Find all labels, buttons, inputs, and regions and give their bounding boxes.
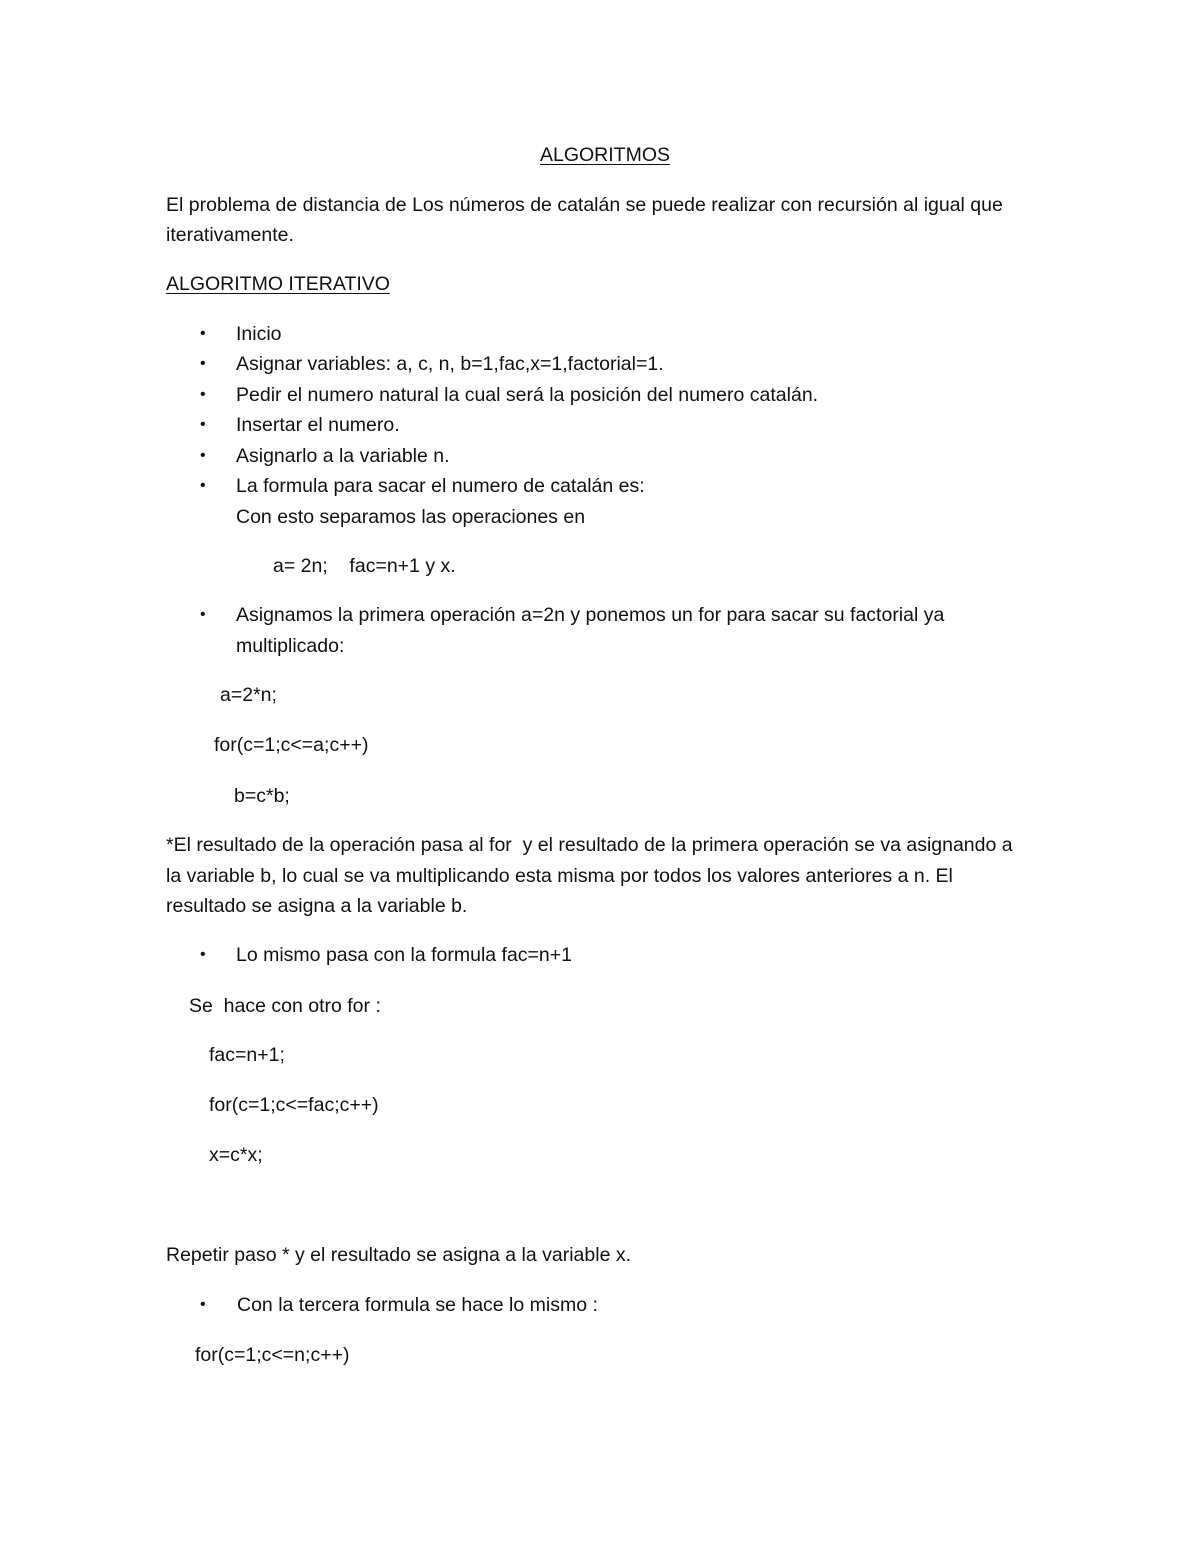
bullet-glyph: • <box>200 386 206 403</box>
bullet-glyph: • <box>200 325 206 342</box>
intro-line-2: iterativamente. <box>166 224 294 246</box>
section-heading: ALGORITMO ITERATIVO <box>166 273 390 295</box>
list-item: Asignamos la primera operación a=2n y ponemos un for para sacar su factorial ya <box>236 604 945 626</box>
list-item: Asignarlo a la variable n. <box>236 445 450 467</box>
repeat-line: Repetir paso * y el resultado se asigna a la variable x. <box>166 1244 632 1266</box>
code-line: a=2*n; <box>220 684 277 706</box>
list-item: Asignar variables: a, c, n, b=1,fac,x=1,factorial=1. <box>236 353 664 375</box>
list-item: Lo mismo pasa con la formula fac=n+1 <box>236 944 573 966</box>
bullet-glyph: • <box>200 1296 206 1313</box>
code-line: for(c=1;c<=fac;c++) <box>209 1094 379 1116</box>
bullet-glyph: • <box>200 416 206 433</box>
note-line-3: resultado se asigna a la variable b. <box>166 895 468 917</box>
document-title: ALGORITMOS <box>540 144 671 166</box>
bullet-glyph: • <box>200 946 206 963</box>
bullet-glyph: • <box>200 606 206 623</box>
bullet-glyph: • <box>200 477 206 494</box>
code-line: x=c*x; <box>209 1144 263 1166</box>
note-line-2: la variable b, lo cual se va multiplicando esta misma por todos los valores anteriores a n. El <box>166 865 953 887</box>
list-item-continuation: multiplicado: <box>236 635 345 657</box>
list-item: Insertar el numero. <box>236 414 400 436</box>
list-item: Con la tercera formula se hace lo mismo : <box>237 1294 598 1316</box>
list-item: La formula para sacar el numero de catalán es: <box>236 475 645 497</box>
list-item: Pedir el numero natural la cual será la posición del numero catalán. <box>236 384 819 406</box>
code-line: b=c*b; <box>234 785 290 807</box>
bullet-glyph: • <box>200 355 206 372</box>
operations-line: a= 2n; fac=n+1 y x. <box>273 555 456 577</box>
code-line: for(c=1;c<=a;c++) <box>214 734 369 756</box>
se-hace-line: Se hace con otro for : <box>189 995 381 1017</box>
note-line-1: *El resultado de la operación pasa al for y el resultado de la primera operación se va asignando a <box>166 834 1013 856</box>
code-line: fac=n+1; <box>209 1044 285 1066</box>
list-item-continuation: Con esto separamos las operaciones en <box>236 506 586 528</box>
code-line: for(c=1;c<=n;c++) <box>195 1344 350 1366</box>
list-item: Inicio <box>236 323 282 345</box>
bullet-glyph: • <box>200 447 206 464</box>
intro-line-1: El problema de distancia de Los números de catalán se puede realizar con recursión al igual que <box>166 194 1003 216</box>
